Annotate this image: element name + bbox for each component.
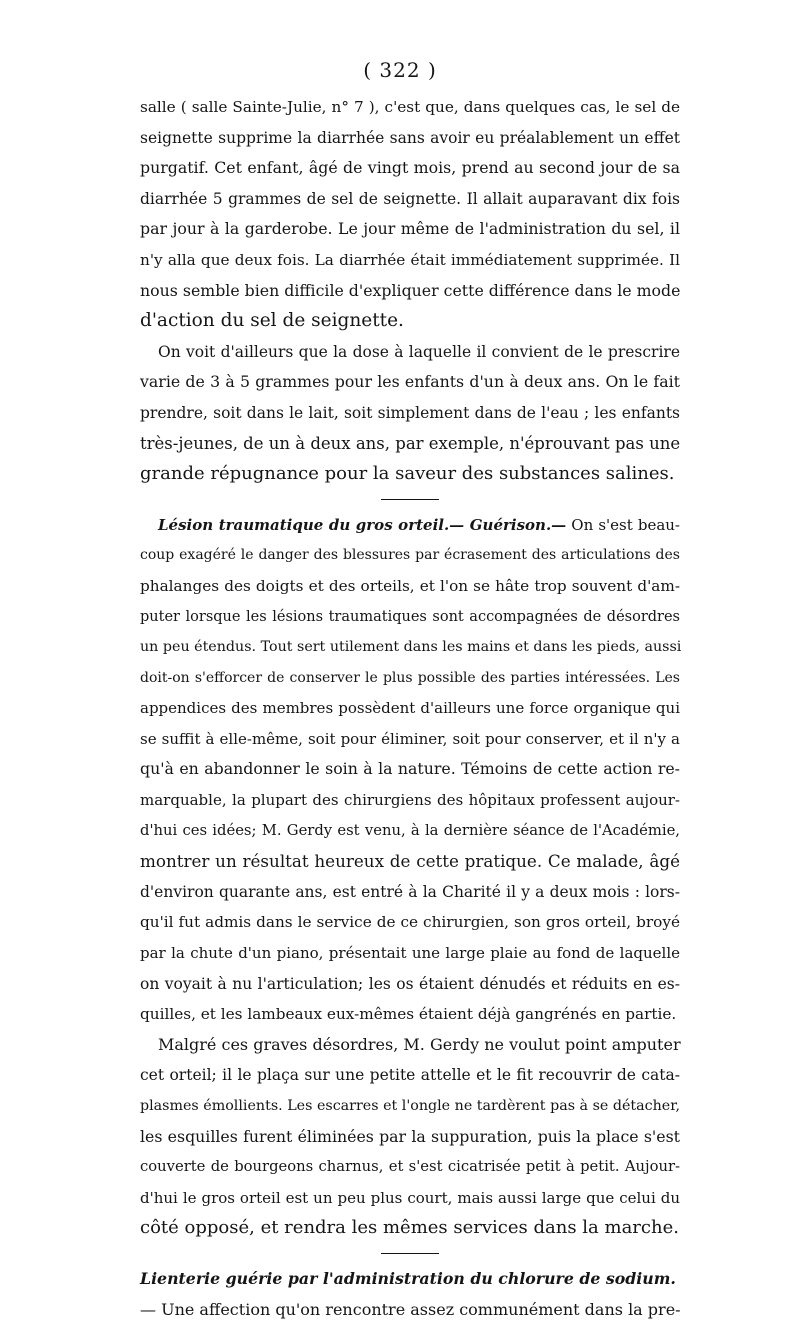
text-line: très-jeunes, de un à deux ans, par exemple, n'éprouvant pas une [140, 433, 681, 453]
text-line: nous semble bien difficile d'expliquer cette différence dans le mode [140, 280, 681, 300]
section-heading-line [140, 510, 680, 541]
section-title-tail: On s'est beau- [566, 515, 680, 534]
text-line: puter lorsque les lésions traumatiques sont accompagnées de désordres [140, 608, 680, 625]
text-line: qu'il fut admis dans le service de ce chirurgien, son gros orteil, broyé [140, 913, 680, 932]
text-line: plasmes émollients. Les escarres et l'ongle ne tardèrent pas à se détacher, [140, 1098, 680, 1114]
text-line: salle ( salle Sainte-Julie, n° 7 ), c'est que, dans quelques cas, le sel de [140, 98, 680, 116]
text-line: montrer un résultat heureux de cette pratique. Ce malade, âgé [140, 851, 680, 872]
text-line: coup exagéré le danger des blessures par écrasement des articulations des [140, 547, 680, 564]
section-divider [140, 490, 680, 510]
text-line: prendre, soit dans le lait, soit simplement dans de l'eau ; les enfants [140, 403, 680, 422]
text-line: se suffit à elle-même, soit pour éliminer, soit pour conserver, et il n'y a [140, 729, 680, 748]
text-line: les esquilles furent éliminées par la suppuration, puis la place s'est [140, 1126, 680, 1146]
section-divider [140, 1244, 680, 1264]
text-line: on voyait à nu l'articulation; les os étaient dénudés et réduits en es- [140, 974, 680, 993]
text-line: d'environ quarante ans, est entré à la Charité il y a deux mois : lors- [140, 882, 680, 901]
text-line: diarrhée 5 grammes de sel de seignette. Il allait auparavant dix fois [140, 189, 680, 208]
text-line: qu'à en abandonner le soin à la nature. Témoins de cette action re- [140, 759, 680, 779]
page-body [140, 92, 680, 1325]
text-line: par la chute d'un piano, présentait une large plaie au fond de laquelle [140, 944, 680, 963]
paragraph-2 [140, 337, 680, 490]
text-line: quilles, et les lambeaux eux-mêmes étaient déjà gangrénés en partie. [140, 1005, 677, 1024]
text-line: cet orteil; il le plaça sur une petite attelle et le fit recouvrir de cata- [140, 1066, 680, 1085]
text-line: purgatif. Cet enfant, âgé de vingt mois, prend au second jour de sa [140, 158, 680, 178]
paragraph-1 [140, 92, 680, 337]
text-line: par jour à la garderobe. Le jour même de l'administration du sel, il [140, 219, 680, 239]
section-title: Lienterie guérie par l'administration du chlorure de sodium. [140, 1268, 676, 1288]
text-line: varie de 3 à 5 grammes pour les enfants d'un à deux ans. On le fait [140, 372, 680, 392]
text-line: un peu étendus. Tout sert utilement dans les mains et dans les pieds, aussi [140, 639, 682, 656]
text-line: seignette supprime la diarrhée sans avoir eu préalablement un effet [140, 128, 680, 147]
text-line: n'y alla que deux fois. La diarrhée était immédiatement supprimée. Il [140, 250, 680, 269]
section-title: Lésion traumatique du gros orteil.— Guérison.— [158, 515, 567, 534]
section-lienterie [140, 1264, 680, 1325]
text-line: Malgré ces graves désordres, M. Gerdy ne voulut point amputer [158, 1034, 681, 1054]
text-line: couverte de bourgeons charnus, et s'est cicatrisée petit à petit. Aujour- [140, 1158, 680, 1176]
text-line: marquable, la plupart des chirurgiens des hôpitaux professent aujour- [140, 791, 680, 810]
page-number: ( 322 ) [363, 58, 437, 82]
section-lesion-traumatique [140, 510, 680, 1244]
text-line: On voit d'ailleurs que la dose à laquelle il convient de le prescrire [158, 342, 680, 361]
text-line: doit-on s'efforcer de conserver le plus possible des parties intéressées. Les [140, 669, 680, 686]
text-line: appendices des membres possèdent d'ailleurs une force organique qui [140, 699, 680, 718]
text-line: phalanges des doigts et des orteils, et l'on se hâte trop souvent d'am- [140, 576, 680, 595]
text-line: côté opposé, et rendra les mêmes services dans la marche. [140, 1217, 679, 1239]
text-line: grande répugnance pour la saveur des substances salines. [140, 463, 675, 485]
text-line: d'hui le gros orteil est un peu plus court, mais aussi large que celui du [140, 1188, 680, 1207]
text-line: d'hui ces idées; M. Gerdy est venu, à la dernière séance de l'Académie, [140, 821, 680, 839]
text-line: d'action du sel de seignette. [140, 310, 404, 332]
text-line: — Une affection qu'on rencontre assez communément dans la pre- [140, 1299, 681, 1319]
